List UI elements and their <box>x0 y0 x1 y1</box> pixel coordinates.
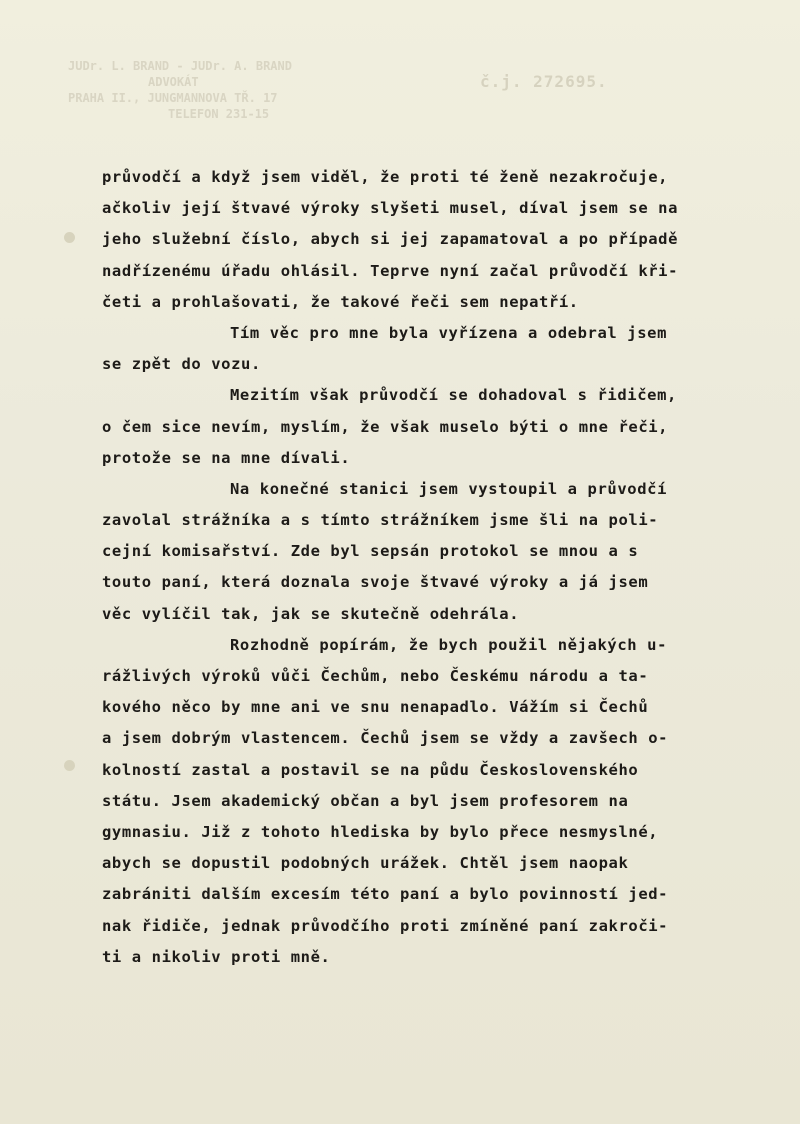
text-line: zabrániti dalším excesím této paní a bylo povinností jed- <box>102 885 669 904</box>
text-line: ačkoliv její štvavé výroky slyšeti musel, díval jsem se na <box>102 199 679 218</box>
letterhead-line: ADVOKÁT <box>148 75 199 89</box>
text-line: nak řidiče, jednak průvodčího proti zmíněné paní zakroči- <box>102 916 669 935</box>
text-line: cejní komisařství. Zde byl sepsán protokol se mnou a s <box>102 542 639 561</box>
paragraph <box>102 630 722 973</box>
text-line: zavolal strážníka a s tímto strážníkem jsme šli na poli- <box>102 511 659 530</box>
text-line: rážlivých výroků vůči Čechům, nebo Českému národu a ta- <box>102 667 649 685</box>
text-line: a jsem dobrým vlastencem. Čechů jsem se vždy a zavšech o- <box>102 729 669 748</box>
paragraph <box>102 318 722 380</box>
paragraph <box>102 380 722 474</box>
text-line: věc vylíčil tak, jak se skutečně odehrála. <box>102 604 520 623</box>
text-line: Mezitím však průvodčí se dohadoval s řidičem, <box>230 386 677 405</box>
letterhead-line: JUDr. L. BRAND - JUDr. A. BRAND <box>68 59 292 73</box>
text-line: státu. Jsem akademický občan a byl jsem profesorem na <box>102 791 629 810</box>
punch-hole <box>64 232 75 243</box>
paragraph <box>102 474 722 630</box>
reference-number: č.j. 272695. <box>480 72 608 91</box>
text-line: abych se dopustil podobných urážek. Chtěl jsem naopak <box>102 854 629 873</box>
text-line: četi a prohlašovati, že takové řeči sem nepatří. <box>102 292 579 311</box>
text-line: o čem sice nevím, myslím, že však muselo býti o mne řeči, <box>102 417 669 436</box>
faded-letterhead <box>68 58 708 122</box>
letterhead-line: PRAHA II., JUNGMANNOVA TŘ. 17 <box>68 91 278 105</box>
text-line: protože se na mne dívali. <box>102 448 351 467</box>
text-line: kolností zastal a postavil se na půdu Československého <box>102 760 639 779</box>
text-line: ti a nikoliv proti mně. <box>102 947 331 966</box>
text-line: Rozhodně popírám, že bych použil nějakých u- <box>230 635 667 654</box>
punch-hole <box>64 760 75 771</box>
text-line: průvodčí a když jsem viděl, že proti té ženě nezakročuje, <box>102 168 669 186</box>
text-line: Tím věc pro mne byla vyřízena a odebral jsem <box>230 323 667 342</box>
text-line: gymnasiu. Již z tohoto hlediska by bylo přece nesmyslné, <box>102 822 659 841</box>
letterhead-line: TELEFON 231-15 <box>168 107 270 121</box>
text-line: se zpět do vozu. <box>102 355 261 374</box>
letter-body <box>102 162 722 973</box>
paragraph <box>102 162 722 318</box>
text-line: nadřízenému úřadu ohlásil. Teprve nyní začal průvodčí kři- <box>102 261 679 280</box>
text-line: kového něco by mne ani ve snu nenapadlo. Vážím si Čechů <box>102 698 649 717</box>
text-line: touto paní, která doznala svoje štvavé výroky a já jsem <box>102 573 649 592</box>
text-line: Na konečné stanici jsem vystoupil a průvodčí <box>230 479 667 498</box>
text-line: jeho služební číslo, abych si jej zapamatoval a po případě <box>102 230 679 249</box>
